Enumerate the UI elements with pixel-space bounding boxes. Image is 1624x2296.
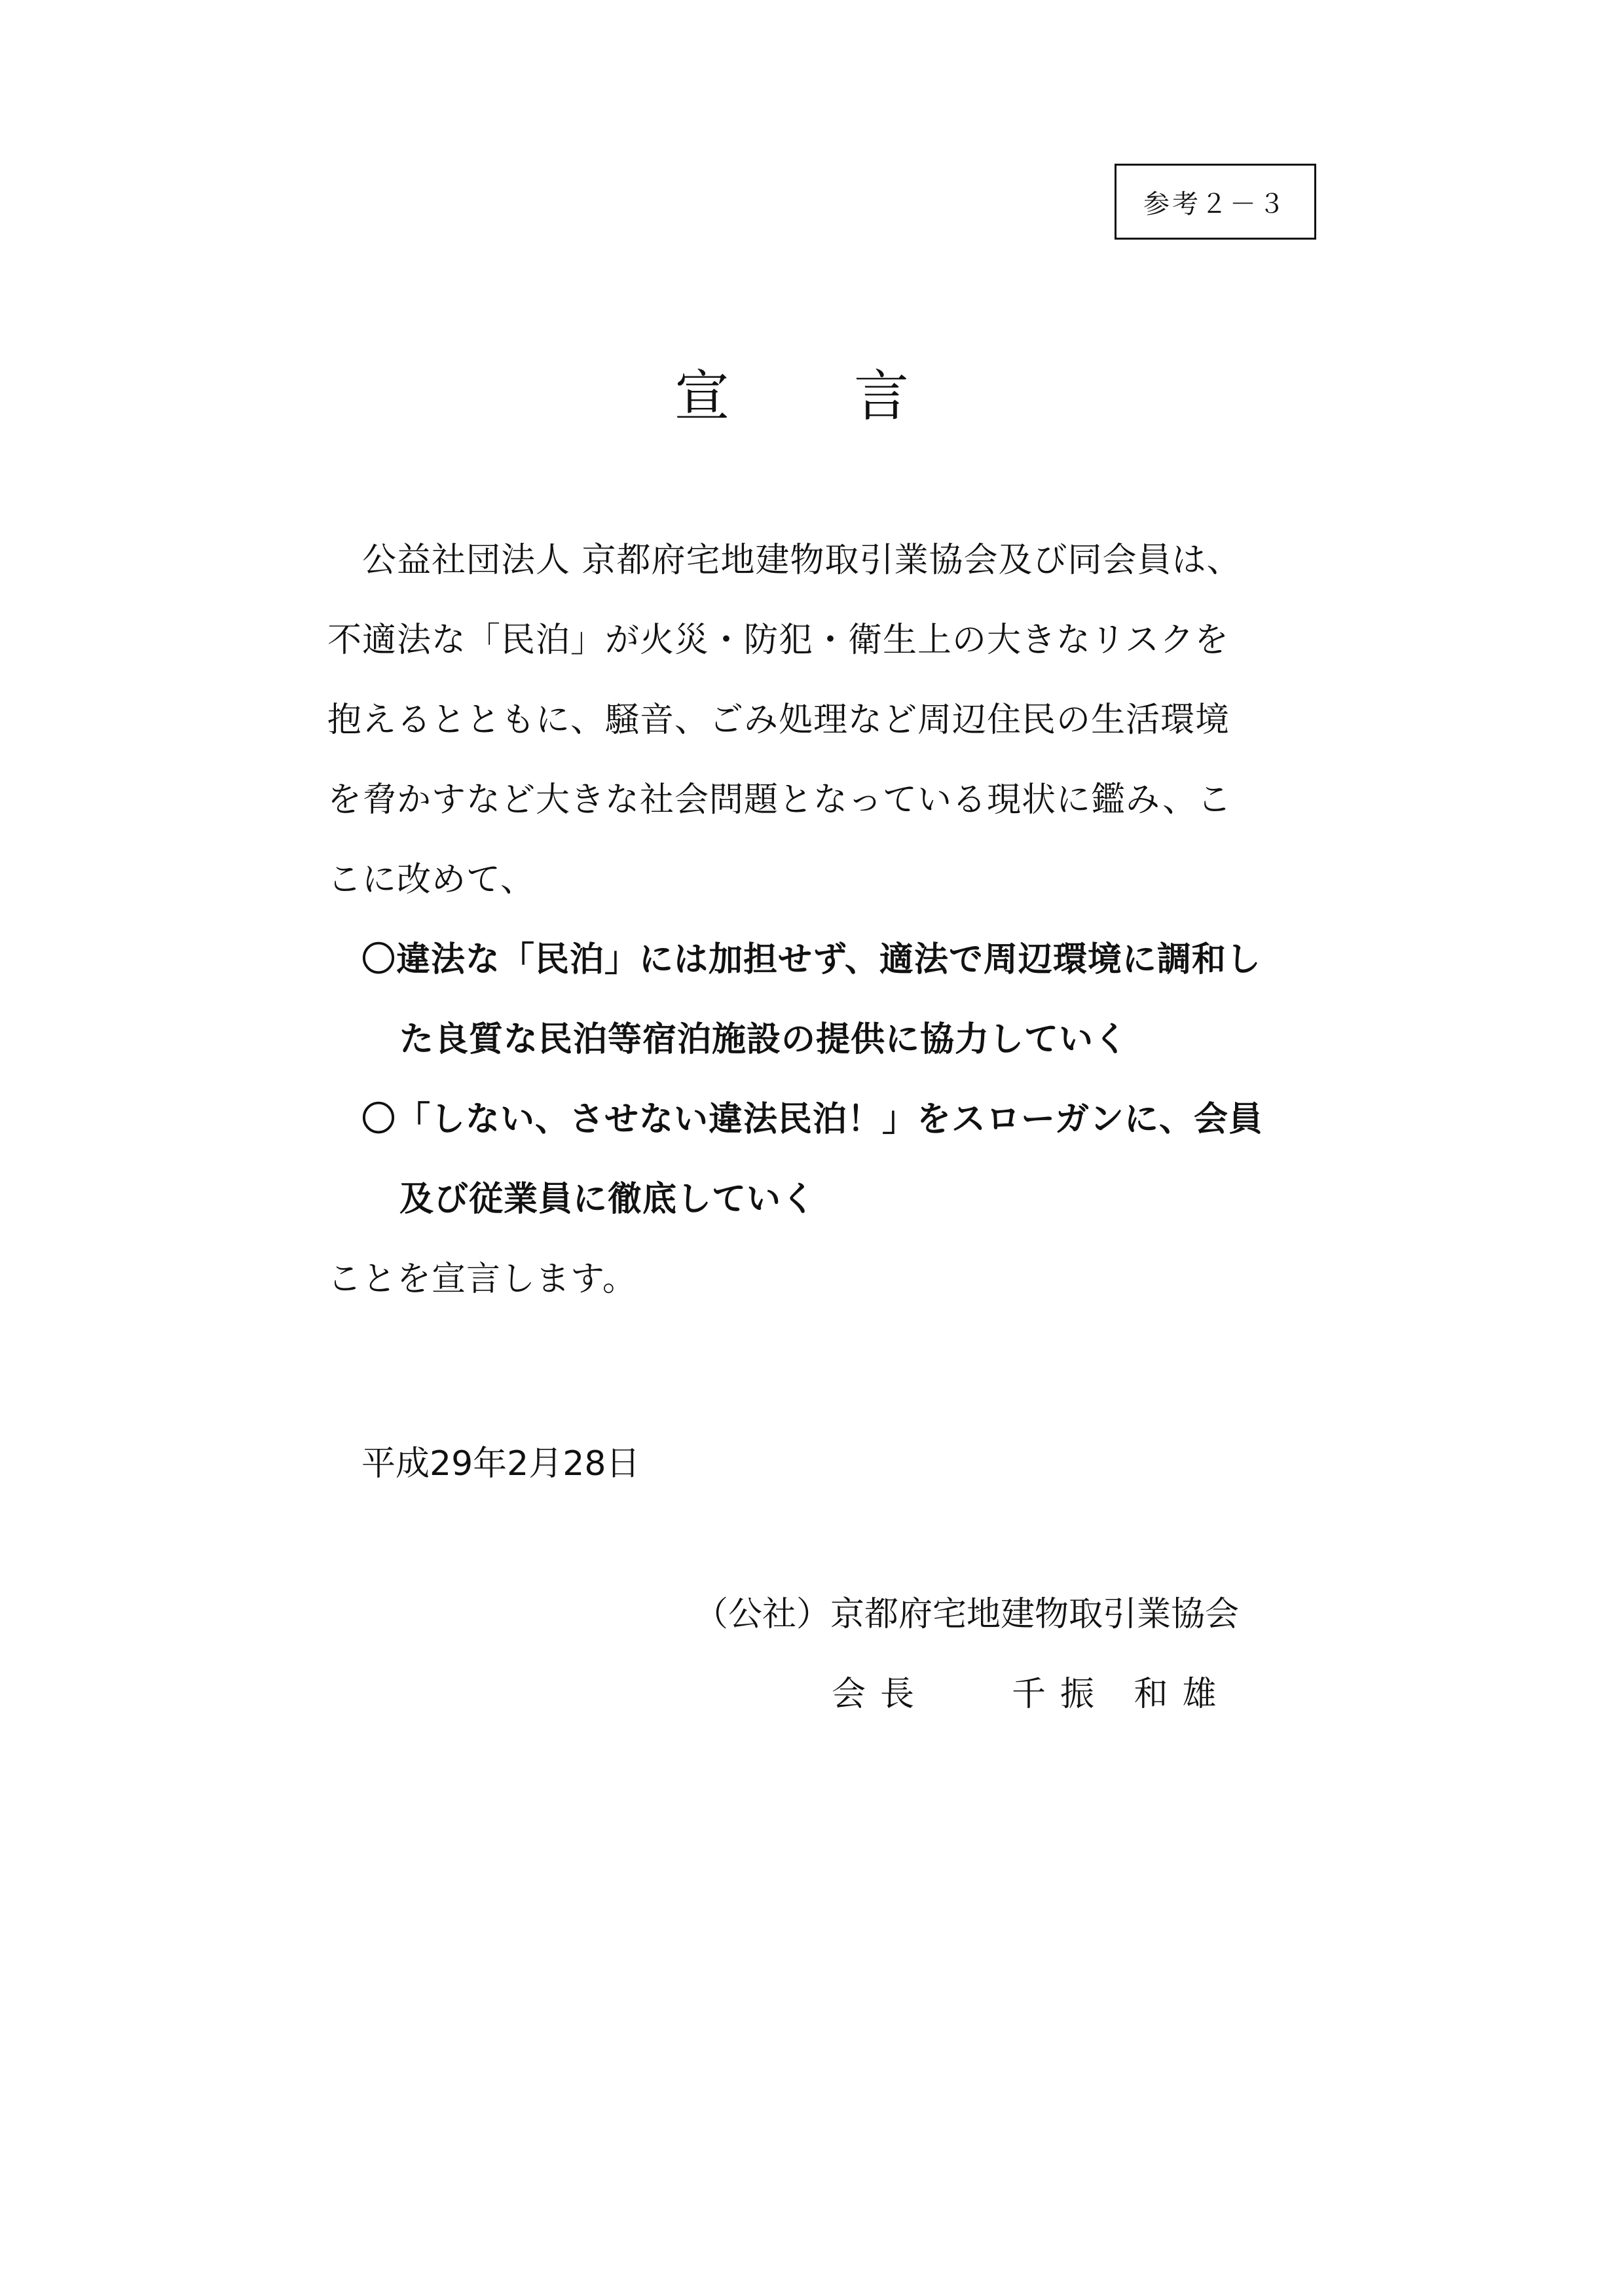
pledge-1-line-2: た良質な民泊等宿泊施設の提供に協力していく bbox=[399, 1020, 1129, 1059]
intro-line-2: 不適法な「民泊」が火災・防犯・衛生上の大きなリスクを bbox=[327, 621, 1229, 660]
organization-name: （公社）京都府宅地建物取引業協会 bbox=[694, 1595, 1240, 1634]
pledge-2-line-1: 〇「しない、させない違法民泊！」をスローガンに、会員 bbox=[361, 1100, 1263, 1139]
reference-label: 参考２－３ bbox=[1143, 189, 1287, 219]
intro-line-4: を脅かすなど大きな社会問題となっている現状に鑑み、こ bbox=[327, 780, 1232, 820]
pledge-2-line-2: 及び従業員に徹底していく bbox=[399, 1180, 817, 1219]
signer-title: 会長 bbox=[832, 1675, 929, 1714]
document-title: 宣言 bbox=[674, 364, 1034, 428]
signer-name: 千振 和雄 bbox=[1012, 1675, 1231, 1714]
pledge-1-line-1: 〇違法な「民泊」には加担せず、適法で周辺環境に調和し bbox=[361, 940, 1261, 979]
reference-label-box bbox=[1115, 164, 1316, 240]
intro-line-1: 公益社団法人 京都府宅地建物取引業協会及び同会員は、 bbox=[327, 541, 1242, 580]
declaration-date: 平成29年2月28日 bbox=[361, 1444, 640, 1484]
intro-line-3: 抱えるとともに、騒音、ごみ処理など周辺住民の生活環境 bbox=[327, 701, 1230, 740]
intro-line-5: こに改めて、 bbox=[327, 860, 535, 900]
closing-line: ことを宣言します。 bbox=[327, 1260, 637, 1299]
